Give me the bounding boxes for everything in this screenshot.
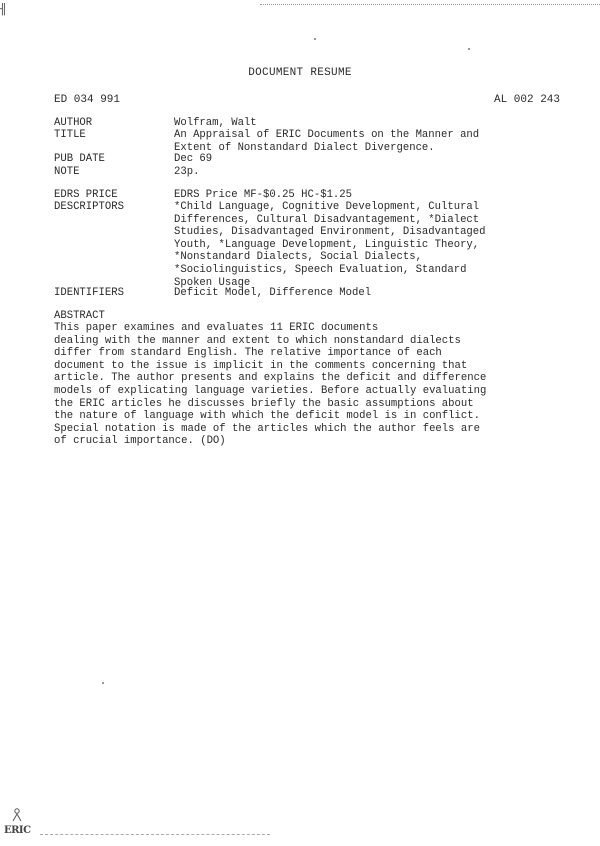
- scan-artifact-top: [260, 4, 600, 6]
- scan-artifact-bottom: [40, 834, 270, 836]
- document-title: DOCUMENT RESUME: [248, 67, 352, 79]
- eric-logo: [4, 808, 30, 838]
- field-label: NOTE: [54, 166, 80, 178]
- eric-figure-icon: [11, 808, 23, 822]
- field-label: AUTHOR: [54, 117, 93, 129]
- field-label: DESCRIPTORS: [54, 201, 124, 213]
- ed-number: ED 034 991: [54, 94, 121, 106]
- abstract-text: This paper examines and evaluates 11 ERIC documents dealing with the manner and extent to which nonstandard dialects differ from standard English. The relative importance of each document to the issue is implicit in the comments concerning that article. The author presents and explains the deficit and difference models of explicating language varieties. Before actually evaluating the ERIC articles he discusses briefly the basic assumptions about the nature of language with which the deficit model is in conflict. Special notation is made of the articles which the author feels are of crucial importance. (DO): [54, 322, 487, 448]
- field-value: Deficit Model, Difference Model: [174, 287, 372, 299]
- scan-margin-mark: ╢: [0, 4, 7, 16]
- field-label: EDRS PRICE: [54, 189, 118, 201]
- field-label: TITLE: [54, 129, 86, 141]
- field-value: EDRS Price MF-$0.25 HC-$1.25: [174, 189, 353, 201]
- scan-speck: [102, 682, 104, 684]
- field-value: An Appraisal of ERIC Documents on the Manner and Extent of Nonstandard Dialect Divergence.: [174, 129, 480, 154]
- field-value: Wolfram, Walt: [174, 117, 257, 129]
- eric-logo-text: ERIC: [4, 825, 31, 836]
- abstract-label: ABSTRACT: [54, 310, 105, 322]
- al-number: AL 002 243: [493, 94, 560, 106]
- field-label: PUB DATE: [54, 153, 105, 165]
- field-value: Dec 69: [174, 153, 213, 165]
- field-label: IDENTIFIERS: [54, 287, 124, 299]
- field-value: 23p.: [174, 166, 200, 178]
- field-value: *Child Language, Cognitive Development, Cultural Differences, Cultural Disadvantagement, *Dialect Studies, Disadvantaged Environment, Disadvantaged Youth, *Language Development, Linguistic Theory, *Nonstandard Dialects, Social Dialects, *Sociolinguistics, Speech Evaluation, Standard Spoken Usage: [174, 201, 486, 289]
- scan-speck: [314, 38, 316, 40]
- scan-speck: [468, 48, 470, 50]
